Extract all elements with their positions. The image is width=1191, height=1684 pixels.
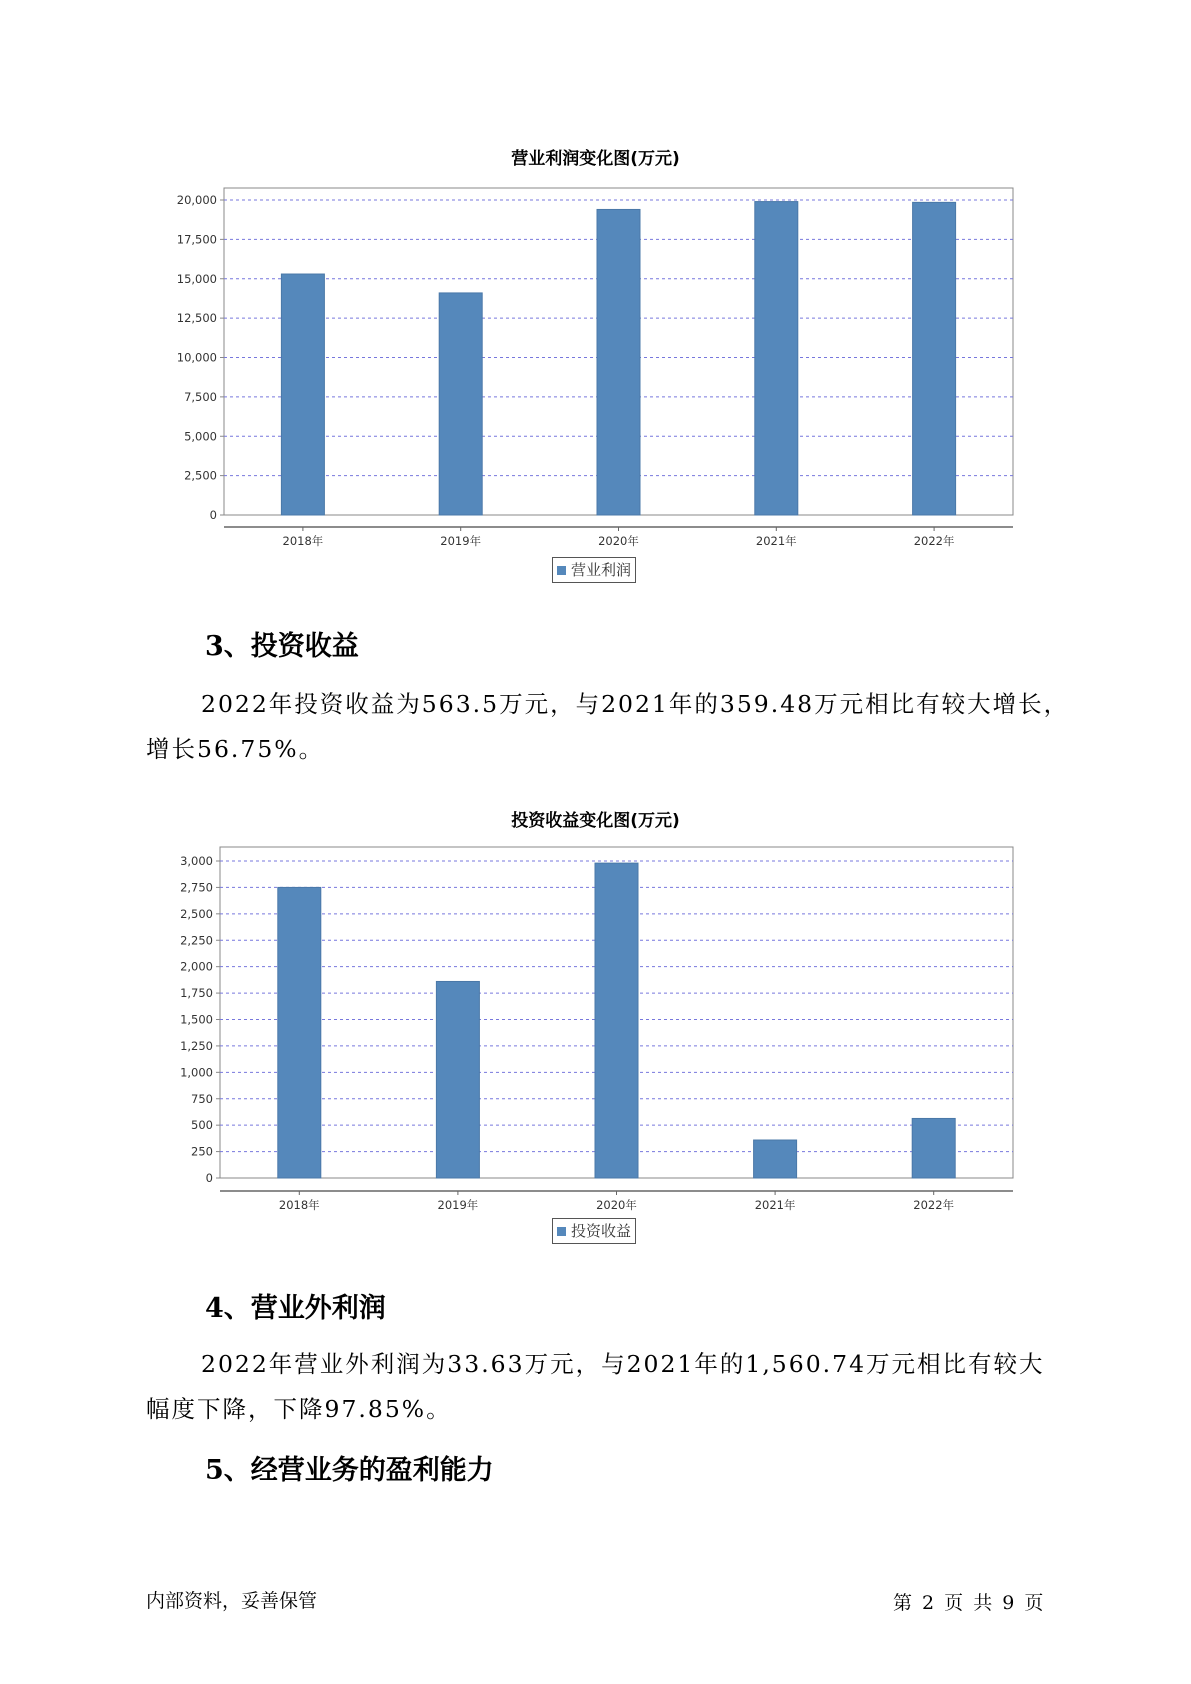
y-tick-label: 7,500 [184,389,217,404]
y-tick-label: 12,500 [176,311,217,326]
bar [281,274,324,515]
bar [439,293,482,515]
y-tick-label: 750 [191,1091,213,1106]
section4-line-1: 2022年营业外利润为33.63万元，与2021年的1,560.74万元相比有较大 [201,1350,1045,1378]
x-tick-label: 2018年 [282,534,324,548]
section3-paragraph [146,682,1076,772]
chart2-legend-label: 投资收益 [571,1222,632,1240]
chart1-title: 营业利润变化图(万元) [511,149,680,169]
bar [754,1140,797,1178]
section4-paragraph [146,1342,1076,1432]
operating-profit-chart [0,180,1191,570]
section3-line-2: 增长56.75%。 [146,735,325,763]
x-tick-label: 2022年 [913,534,955,548]
y-tick-label: 0 [209,508,217,522]
x-tick-label: 2022年 [913,1198,955,1212]
y-tick-label: 1,000 [180,1065,213,1080]
x-tick-label: 2020年 [598,534,639,548]
footer-confidential: 内部资料，妥善保管 [146,1590,318,1612]
section3-heading: 3、投资收益 [205,631,359,662]
x-tick-label: 2021年 [754,1198,796,1212]
y-tick-label: 0 [205,1171,213,1185]
section4-heading: 4、营业外利润 [205,1293,386,1324]
bar [278,887,321,1178]
legend-swatch [557,1227,566,1236]
x-tick-label: 2018年 [278,1198,320,1212]
section3-line-1: 2022年投资收益为563.5万元，与2021年的359.48万元相比有较大增长， [201,690,1070,718]
legend-swatch [557,566,566,575]
y-tick-label: 17,500 [176,232,217,247]
y-tick-label: 250 [191,1144,213,1159]
section4-line-2: 幅度下降，下降97.85%。 [146,1395,452,1423]
x-tick-label: 2019年 [440,534,482,548]
y-tick-label: 2,000 [180,959,213,974]
chart2-legend [552,1218,636,1244]
bar [912,1118,955,1178]
bar [755,202,798,515]
x-tick-label: 2020年 [596,1198,637,1212]
section5-heading: 5、经营业务的盈利能力 [205,1455,494,1486]
y-tick-label: 2,750 [180,880,213,895]
y-tick-label: 20,000 [176,193,217,207]
x-tick-label: 2021年 [755,534,797,548]
y-tick-label: 10,000 [176,350,217,365]
y-tick-label: 1,250 [180,1038,213,1053]
chart1-legend [552,557,636,583]
chart1-legend-label: 营业利润 [571,561,632,579]
y-tick-label: 5,000 [184,429,217,444]
y-tick-label: 2,500 [180,906,213,921]
x-tick-label: 2019年 [437,1198,479,1212]
y-tick-label: 1,500 [180,1012,213,1027]
footer-page-number: 第 2 页 共 9 页 [893,1592,1044,1614]
chart2-title: 投资收益变化图(万元) [511,811,680,831]
y-tick-label: 3,000 [180,854,213,868]
bar [913,202,956,515]
bar [436,981,479,1178]
y-tick-label: 500 [191,1118,213,1133]
y-tick-label: 2,500 [184,468,217,483]
investment-income-chart [0,840,1191,1212]
bar [595,863,638,1178]
y-tick-label: 2,250 [180,933,213,948]
y-tick-label: 15,000 [176,271,217,286]
bar [597,209,640,515]
y-tick-label: 1,750 [180,986,213,1001]
